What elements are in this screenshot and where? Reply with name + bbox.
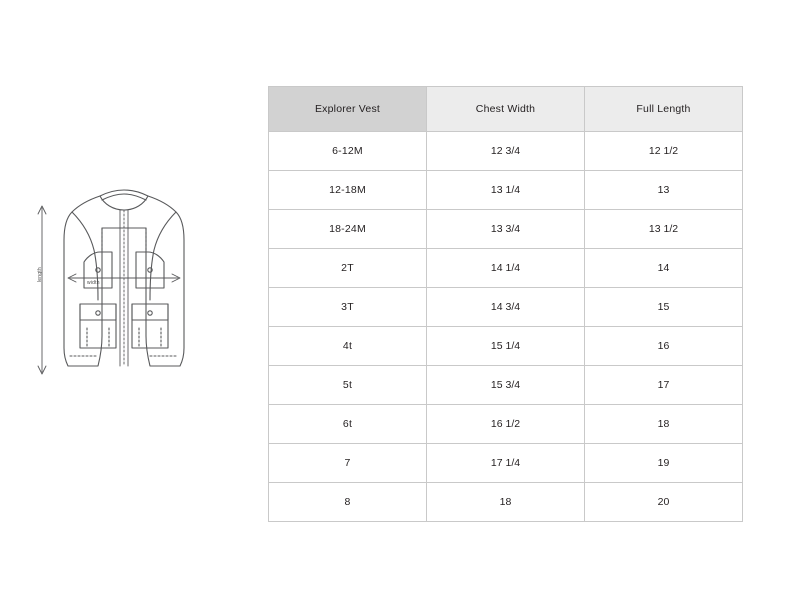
cell-size: 3T [269,288,427,327]
table-row [269,132,743,171]
table-row [269,210,743,249]
width-dimension-label: width [87,280,100,286]
table-row [269,249,743,288]
cell-full-length: 12 1/2 [585,132,743,171]
table-row [269,366,743,405]
cell-size: 2T [269,249,427,288]
column-header-size: Explorer Vest [269,87,427,132]
cell-chest-width: 13 3/4 [427,210,585,249]
cell-full-length: 19 [585,444,743,483]
cell-chest-width: 14 1/4 [427,249,585,288]
cell-full-length: 16 [585,327,743,366]
table-row [269,405,743,444]
cell-full-length: 17 [585,366,743,405]
garment-illustration [34,170,214,390]
cell-size: 6t [269,405,427,444]
cell-chest-width: 14 3/4 [427,288,585,327]
cell-full-length: 15 [585,288,743,327]
column-header-chest-width: Chest Width [427,87,585,132]
cell-full-length: 13 [585,171,743,210]
length-dimension-line [38,206,46,374]
cell-chest-width: 17 1/4 [427,444,585,483]
zipper [120,210,128,366]
table-row [269,444,743,483]
cell-full-length: 14 [585,249,743,288]
column-header-full-length: Full Length [585,87,743,132]
cell-size: 7 [269,444,427,483]
table-row [269,483,743,522]
cell-full-length: 13 1/2 [585,210,743,249]
cell-chest-width: 12 3/4 [427,132,585,171]
vest-drawing [34,170,214,390]
cell-size: 12-18M [269,171,427,210]
cell-size: 5t [269,366,427,405]
cell-full-length: 18 [585,405,743,444]
cell-chest-width: 15 3/4 [427,366,585,405]
table-row [269,171,743,210]
cell-chest-width: 18 [427,483,585,522]
table-row [269,327,743,366]
cell-chest-width: 13 1/4 [427,171,585,210]
table-row [269,288,743,327]
cell-size: 8 [269,483,427,522]
cell-size: 4t [269,327,427,366]
table-header-row [269,87,743,132]
size-chart-table [268,86,743,522]
cell-full-length: 20 [585,483,743,522]
cell-chest-width: 15 1/4 [427,327,585,366]
cell-size: 18-24M [269,210,427,249]
table-body [269,132,743,522]
length-dimension-label: length [37,267,43,282]
cell-chest-width: 16 1/2 [427,405,585,444]
table-header [269,87,743,132]
cell-size: 6-12M [269,132,427,171]
